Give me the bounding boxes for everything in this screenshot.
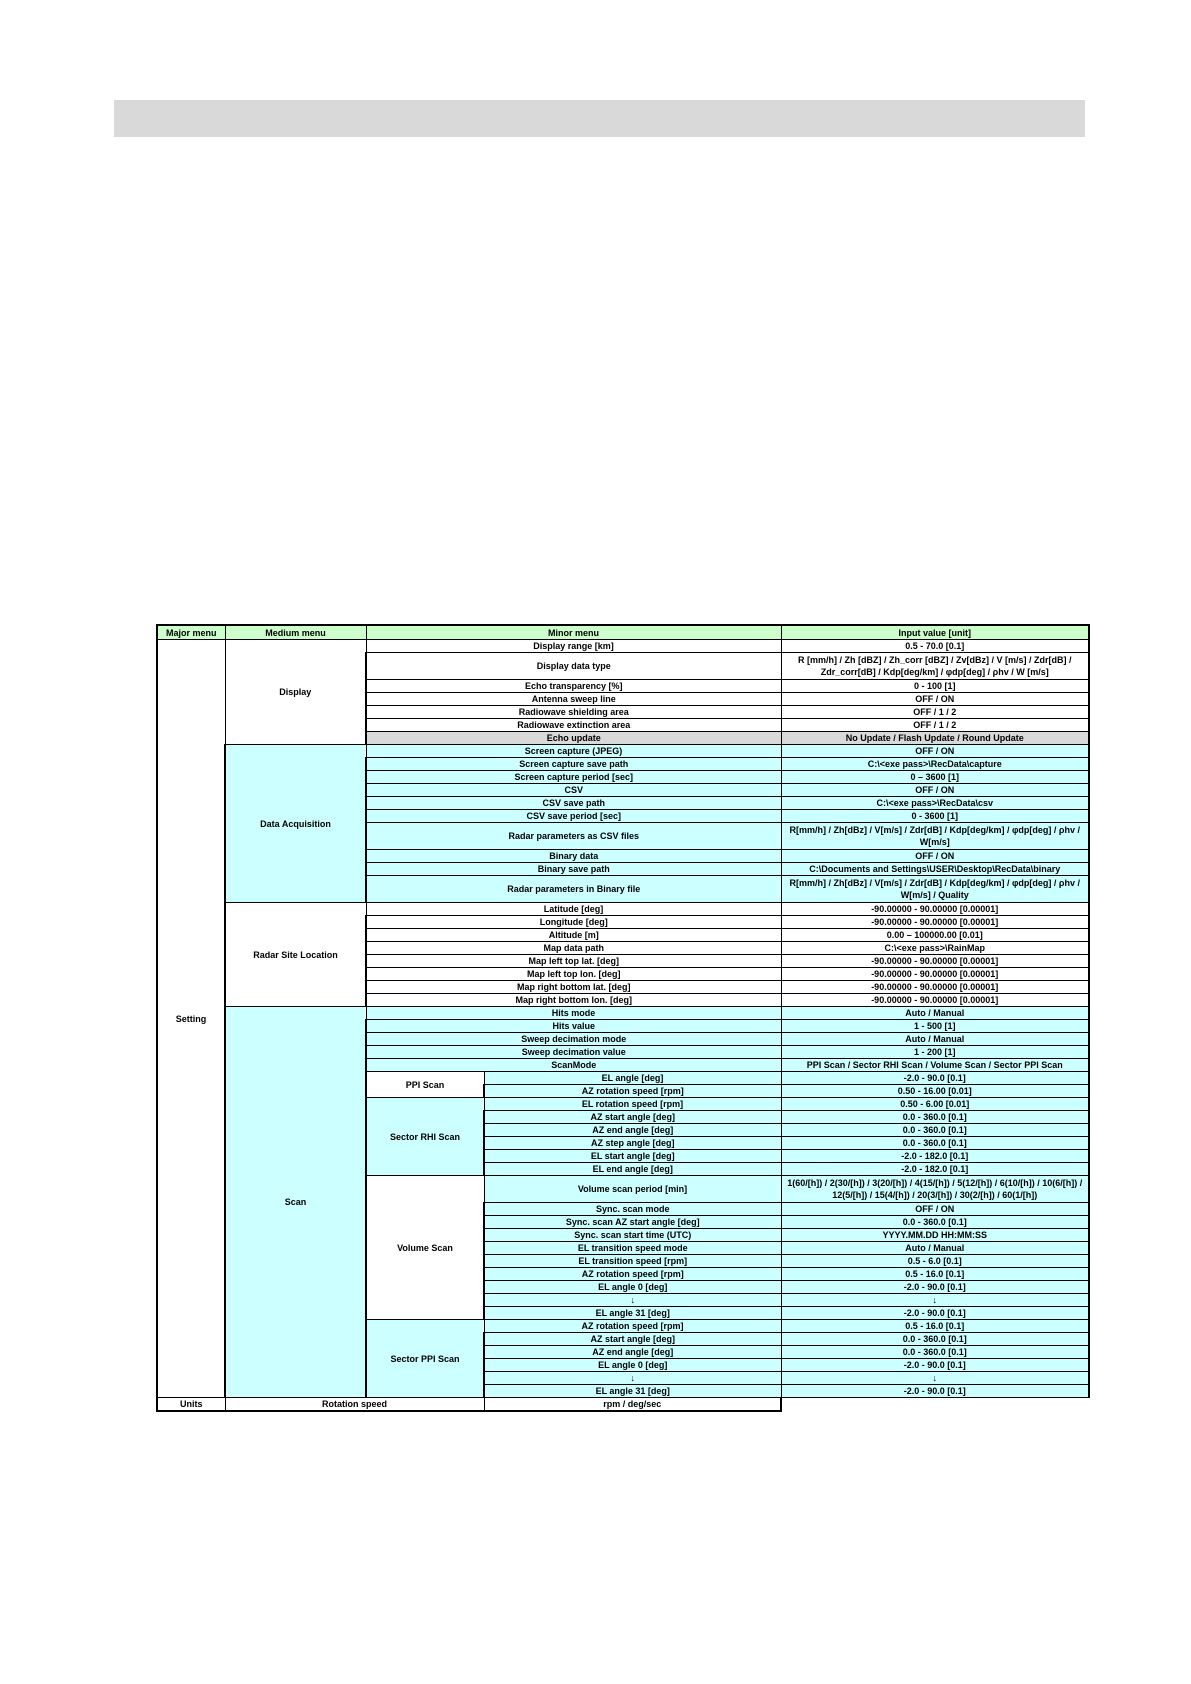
input-value-cell: -90.00000 - 90.00000 [0.00001] [781,981,1089,994]
input-value-cell: 0.5 - 70.0 [0.1] [781,640,1089,653]
input-value-cell: 1 - 200 [1] [781,1046,1089,1059]
input-value-cell: -90.00000 - 90.00000 [0.00001] [781,968,1089,981]
minor-menu-cell: EL angle [deg] [484,1072,781,1085]
minor-menu-cell: Radar parameters as CSV files [366,823,781,850]
input-value-cell: -2.0 - 90.0 [0.1] [781,1359,1089,1372]
minor-menu-cell: Sync. scan start time (UTC) [484,1229,781,1242]
page-header-bar [114,100,1085,137]
input-value-cell: rpm / deg/sec [484,1398,781,1412]
minor-menu-cell: Map data path [366,942,781,955]
table-row [157,1398,1089,1412]
medium-menu-cell: Display [225,640,366,745]
input-value-cell: ↓ [781,1372,1089,1385]
minor-menu-cell: Sync. scan AZ start angle [deg] [484,1216,781,1229]
minor-menu-cell: Screen capture save path [366,758,781,771]
input-value-cell: YYYY.MM.DD HH:MM:SS [781,1229,1089,1242]
minor-menu-cell: EL angle 0 [deg] [484,1359,781,1372]
input-value-cell: OFF / ON [781,850,1089,863]
header-medium-menu: Medium menu [225,625,366,640]
input-value-cell: C:\Documents and Settings\USER\Desktop\RecData\binary [781,863,1089,876]
input-value-cell: PPI Scan / Sector RHI Scan / Volume Scan / Sector PPI Scan [781,1059,1089,1072]
minor-menu-cell: Echo transparency [%] [366,680,781,693]
minor-menu-cell: Radiowave shielding area [366,706,781,719]
input-value-cell: 0.5 - 16.0 [0.1] [781,1320,1089,1333]
submenu-cell: Volume Scan [366,1176,484,1320]
minor-menu-cell: Antenna sweep line [366,693,781,706]
input-value-cell: 0.0 - 360.0 [0.1] [781,1137,1089,1150]
minor-menu-cell: Echo update [366,732,781,745]
minor-menu-cell: AZ start angle [deg] [484,1111,781,1124]
minor-menu-cell: EL transition speed mode [484,1242,781,1255]
minor-menu-cell: EL angle 31 [deg] [484,1307,781,1320]
input-value-cell: Auto / Manual [781,1007,1089,1020]
minor-menu-cell: EL angle 31 [deg] [484,1385,781,1398]
minor-menu-cell: EL angle 0 [deg] [484,1281,781,1294]
input-value-cell: 0.50 - 16.00 [0.01] [781,1085,1089,1098]
input-value-cell: 0.5 - 16.0 [0.1] [781,1268,1089,1281]
minor-menu-cell: Sweep decimation value [366,1046,781,1059]
minor-menu-cell: AZ step angle [deg] [484,1137,781,1150]
input-value-cell: -90.00000 - 90.00000 [0.00001] [781,916,1089,929]
input-value-cell: 0.0 - 360.0 [0.1] [781,1216,1089,1229]
input-value-cell: OFF / ON [781,784,1089,797]
minor-menu-cell: AZ start angle [deg] [484,1333,781,1346]
input-value-cell: -2.0 - 90.0 [0.1] [781,1072,1089,1085]
table-body [157,640,1089,1412]
minor-menu-cell: Display data type [366,653,781,680]
minor-menu-cell: Radar parameters in Binary file [366,876,781,903]
table-row [157,1007,1089,1020]
minor-menu-cell: AZ end angle [deg] [484,1346,781,1359]
minor-menu-cell: Map left top lat. [deg] [366,955,781,968]
minor-menu-cell: AZ rotation speed [rpm] [484,1268,781,1281]
minor-menu-cell: CSV save path [366,797,781,810]
minor-menu-cell: Altitude [m] [366,929,781,942]
minor-menu-cell: Screen capture (JPEG) [366,745,781,758]
input-value-cell: R[mm/h] / Zh[dBz] / V[m/s] / Zdr[dB] / Kdp[deg/km] / φdp[deg] / ρhv / W[m/s] [781,823,1089,850]
minor-menu-cell: Binary data [366,850,781,863]
minor-menu-cell: CSV save period [sec] [366,810,781,823]
input-value-cell: -2.0 - 90.0 [0.1] [781,1307,1089,1320]
input-value-cell: Auto / Manual [781,1033,1089,1046]
input-value-cell: 0 – 3600 [1] [781,771,1089,784]
input-value-cell: C:\<exe pass>\RecData\capture [781,758,1089,771]
minor-menu-cell: Screen capture period [sec] [366,771,781,784]
input-value-cell: -2.0 - 90.0 [0.1] [781,1281,1089,1294]
minor-menu-cell: EL rotation speed [rpm] [484,1098,781,1111]
header-major-menu: Major menu [157,625,225,640]
input-value-cell: 0.50 - 6.00 [0.01] [781,1098,1089,1111]
medium-menu-cell: Data Acquisition [225,745,366,903]
input-value-cell: R[mm/h] / Zh[dBz] / V[m/s] / Zdr[dB] / Kdp[deg/km] / φdp[deg] / ρhv / W[m/s] / Quality [781,876,1089,903]
input-value-cell: 0.0 - 360.0 [0.1] [781,1111,1089,1124]
table-row [157,640,1089,653]
major-menu-setting: Setting [157,640,225,1398]
minor-menu-cell: Display range [km] [366,640,781,653]
minor-menu-cell: Hits value [366,1020,781,1033]
input-value-cell: 0.0 - 360.0 [0.1] [781,1124,1089,1137]
input-value-cell: OFF / ON [781,693,1089,706]
minor-menu-cell: Map right bottom lat. [deg] [366,981,781,994]
medium-menu-cell: Units [157,1398,225,1412]
medium-menu-cell: Radar Site Location [225,903,366,1007]
minor-menu-cell: Volume scan period [min] [484,1176,781,1203]
medium-menu-cell: Scan [225,1007,366,1398]
input-value-cell: 0 - 100 [1] [781,680,1089,693]
header-input-value: Input value [unit] [781,625,1089,640]
input-value-cell: R [mm/h] / Zh [dBZ] / Zh_corr [dBZ] / Zv[dBz] / V [m/s] / Zdr[dB] / Zdr_corr[dB] / Kdp[deg/km] / φdp[deg] / ρhv / W [m/s] [781,653,1089,680]
settings-menu-table [156,624,1090,1412]
submenu-cell: Sector PPI Scan [366,1320,484,1398]
input-value-cell: C:\<exe pass>\RecData\csv [781,797,1089,810]
minor-menu-cell: Rotation speed [225,1398,484,1412]
minor-menu-cell: Binary save path [366,863,781,876]
minor-menu-cell: Longitude [deg] [366,916,781,929]
input-value-cell: 1(60/[h]) / 2(30/[h]) / 3(20/[h]) / 4(15/[h]) / 5(12/[h]) / 6(10/[h]) / 10(6/[h]) / 12(5/[h]) / 15(4/[h]) / 20(3/[h]) / 30(2/[h]) / 60(1/[h]) [781,1176,1089,1203]
input-value-cell: -2.0 - 182.0 [0.1] [781,1163,1089,1176]
minor-menu-cell: Latitude [deg] [366,903,781,916]
minor-menu-cell: ↓ [484,1294,781,1307]
input-value-cell: OFF / 1 / 2 [781,719,1089,732]
input-value-cell: No Update / Flash Update / Round Update [781,732,1089,745]
input-value-cell: -90.00000 - 90.00000 [0.00001] [781,955,1089,968]
table-row [157,903,1089,916]
input-value-cell: C:\<exe pass>\RainMap [781,942,1089,955]
input-value-cell: 0 - 3600 [1] [781,810,1089,823]
minor-menu-cell: Hits mode [366,1007,781,1020]
input-value-cell: OFF / ON [781,1203,1089,1216]
input-value-cell: OFF / 1 / 2 [781,706,1089,719]
input-value-cell: -2.0 - 90.0 [0.1] [781,1385,1089,1398]
minor-menu-cell: EL start angle [deg] [484,1150,781,1163]
input-value-cell: 1 - 500 [1] [781,1020,1089,1033]
input-value-cell: 0.0 - 360.0 [0.1] [781,1346,1089,1359]
minor-menu-cell: AZ rotation speed [rpm] [484,1085,781,1098]
minor-menu-cell: Radiowave extinction area [366,719,781,732]
input-value-cell: 0.0 - 360.0 [0.1] [781,1333,1089,1346]
minor-menu-cell: ↓ [484,1372,781,1385]
table-row [157,745,1089,758]
minor-menu-cell: AZ end angle [deg] [484,1124,781,1137]
minor-menu-cell: Sweep decimation mode [366,1033,781,1046]
header-minor-menu: Minor menu [366,625,781,640]
input-value-cell: Auto / Manual [781,1242,1089,1255]
minor-menu-cell: AZ rotation speed [rpm] [484,1320,781,1333]
minor-menu-cell: Map left top lon. [deg] [366,968,781,981]
minor-menu-cell: EL end angle [deg] [484,1163,781,1176]
submenu-cell: Sector RHI Scan [366,1098,484,1176]
minor-menu-cell: Map right bottom lon. [deg] [366,994,781,1007]
input-value-cell: -2.0 - 182.0 [0.1] [781,1150,1089,1163]
input-value-cell: OFF / ON [781,745,1089,758]
submenu-cell: PPI Scan [366,1072,484,1098]
minor-menu-cell: Sync. scan mode [484,1203,781,1216]
minor-menu-cell: CSV [366,784,781,797]
input-value-cell: -90.00000 - 90.00000 [0.00001] [781,903,1089,916]
input-value-cell: ↓ [781,1294,1089,1307]
table-header-row [157,625,1089,640]
input-value-cell: 0.5 - 6.0 [0.1] [781,1255,1089,1268]
minor-menu-cell: EL transition speed [rpm] [484,1255,781,1268]
input-value-cell: 0.00 – 100000.00 [0.01] [781,929,1089,942]
minor-menu-cell: ScanMode [366,1059,781,1072]
input-value-cell: -90.00000 - 90.00000 [0.00001] [781,994,1089,1007]
